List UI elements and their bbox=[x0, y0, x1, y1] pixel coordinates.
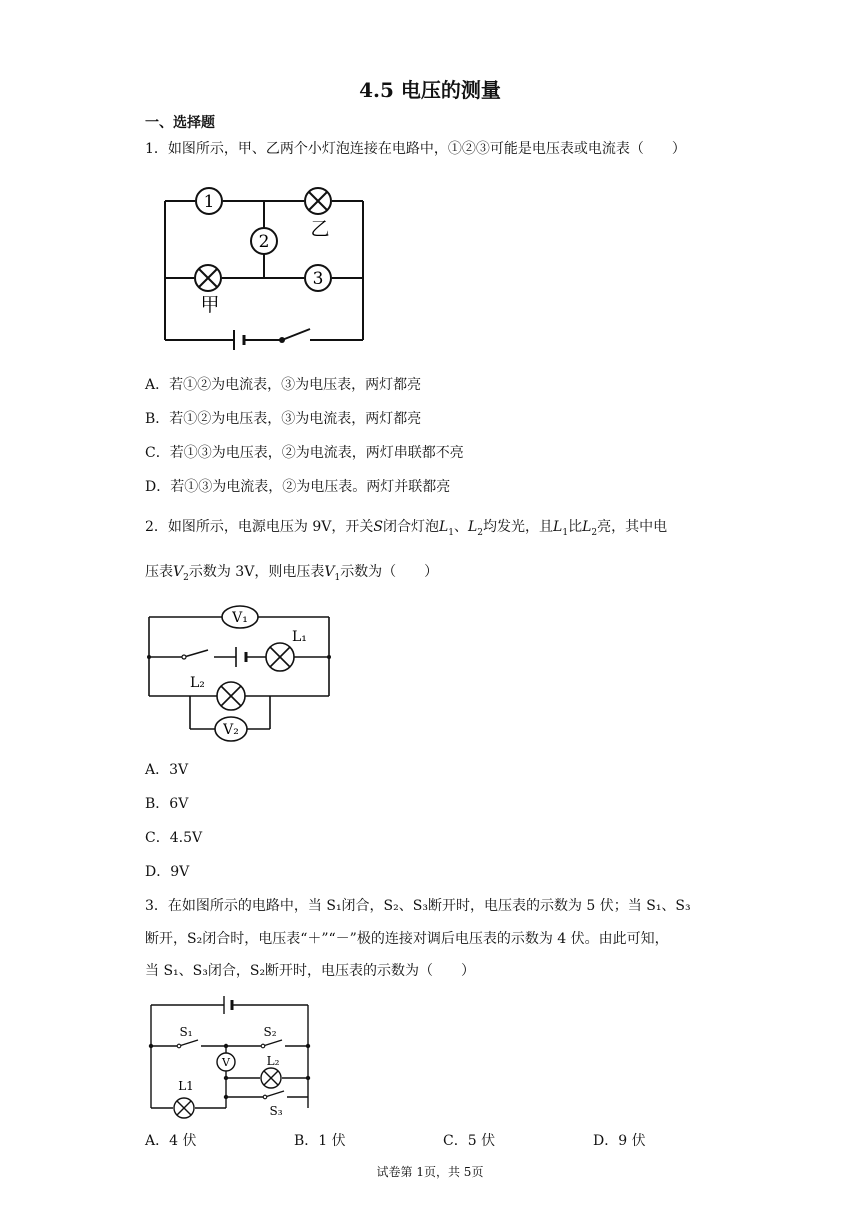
question-2-stem-line-2: 压表$V_2$示数为 3V，则电压表$V_1$示数为（ ） bbox=[145, 564, 439, 583]
question-3-option-c[interactable]: C．5 伏 bbox=[443, 1133, 496, 1149]
meter-1-icon bbox=[196, 188, 222, 214]
question-3-option-d[interactable]: D．9 伏 bbox=[593, 1133, 646, 1149]
question-3-circuit-diagram bbox=[143, 992, 315, 1124]
question-2-option-a[interactable]: A．3V bbox=[145, 762, 189, 778]
question-3-option-a[interactable]: A．4 伏 bbox=[145, 1133, 197, 1149]
svg-text:V₁: V₁ bbox=[232, 610, 248, 626]
lamp-jia-icon bbox=[195, 265, 221, 291]
svg-text:V: V bbox=[222, 1056, 230, 1069]
lamp-l2-label: L₂ bbox=[266, 1054, 280, 1068]
svg-text:1: 1 bbox=[203, 192, 215, 212]
lamp-jia-label: 甲 bbox=[200, 294, 220, 316]
question-2-stem-line-1: 2．如图所示，电源电压为 9V，开关S闭合灯泡$L_1$、$L_2$均发光，且$L_1$比$L_2$亮，其中电 bbox=[145, 519, 668, 538]
question-2-option-c[interactable]: C．4.5V bbox=[145, 830, 203, 846]
question-1-stem: 1．如图所示，甲、乙两个小灯泡连接在电路中，①②③可能是电压表或电流表（ ） bbox=[145, 141, 686, 157]
question-1-option-a[interactable]: A．若①②为电流表，③为电压表，两灯都亮 bbox=[145, 377, 422, 393]
svg-text:3: 3 bbox=[312, 269, 324, 289]
lamp-l2-icon bbox=[261, 1068, 281, 1088]
voltmeter-v1-icon bbox=[222, 606, 258, 628]
question-2-option-d[interactable]: D．9V bbox=[145, 864, 190, 880]
question-1-option-d[interactable]: D．若①③为电流表，②为电压表。两灯并联都亮 bbox=[145, 479, 451, 495]
lamp-l1-icon bbox=[174, 1098, 194, 1118]
section-heading: 一、选择题 bbox=[145, 115, 215, 131]
switch-s3-label: S₃ bbox=[269, 1104, 283, 1118]
lamp-l1-label: L1 bbox=[178, 1079, 194, 1093]
question-3-stem-line-3: 当 S₁、S₃闭合，S₂断开时，电压表的示数为（ ） bbox=[145, 963, 476, 979]
question-2-option-b[interactable]: B．6V bbox=[145, 796, 189, 812]
question-2-circuit-diagram bbox=[142, 600, 342, 748]
lamp-l1-icon bbox=[266, 643, 294, 671]
question-1-option-c[interactable]: C．若①③为电压表，②为电流表，两灯串联都不亮 bbox=[145, 445, 464, 461]
voltmeter-v2-icon bbox=[215, 717, 247, 741]
switch-s1-label: S₁ bbox=[179, 1025, 193, 1039]
lamp-l2-label: L₂ bbox=[190, 675, 205, 691]
question-3-option-b[interactable]: B．1 伏 bbox=[294, 1133, 346, 1149]
question-1-option-b[interactable]: B．若①②为电压表，③为电流表，两灯都亮 bbox=[145, 411, 422, 427]
meter-2-icon bbox=[251, 228, 277, 254]
lamp-l2-icon bbox=[217, 682, 245, 710]
lamp-yi-label: 乙 bbox=[310, 218, 330, 240]
lamp-yi-icon bbox=[305, 188, 331, 214]
svg-text:V₂: V₂ bbox=[223, 722, 239, 738]
page-footer: 试卷第 1页，共 5页 bbox=[376, 1165, 484, 1179]
question-3-stem-line-2: 断开，S₂闭合时，电压表“＋”“－”极的连接对调后电压表的示数为 4 伏。由此可知， bbox=[145, 931, 669, 947]
lamp-l1-label: L₁ bbox=[292, 629, 307, 645]
svg-text:2: 2 bbox=[258, 232, 270, 252]
voltmeter-icon bbox=[217, 1053, 235, 1071]
meter-3-icon bbox=[305, 265, 331, 291]
page-title: 4.5 电压的测量 bbox=[359, 78, 501, 102]
question-1-circuit-diagram bbox=[160, 185, 370, 355]
switch-s2-label: S₂ bbox=[263, 1025, 277, 1039]
question-3-stem-line-1: 3．在如图所示的电路中，当 S₁闭合，S₂、S₃断开时，电压表的示数为 5 伏；当 S₁、S₃ bbox=[145, 898, 691, 914]
